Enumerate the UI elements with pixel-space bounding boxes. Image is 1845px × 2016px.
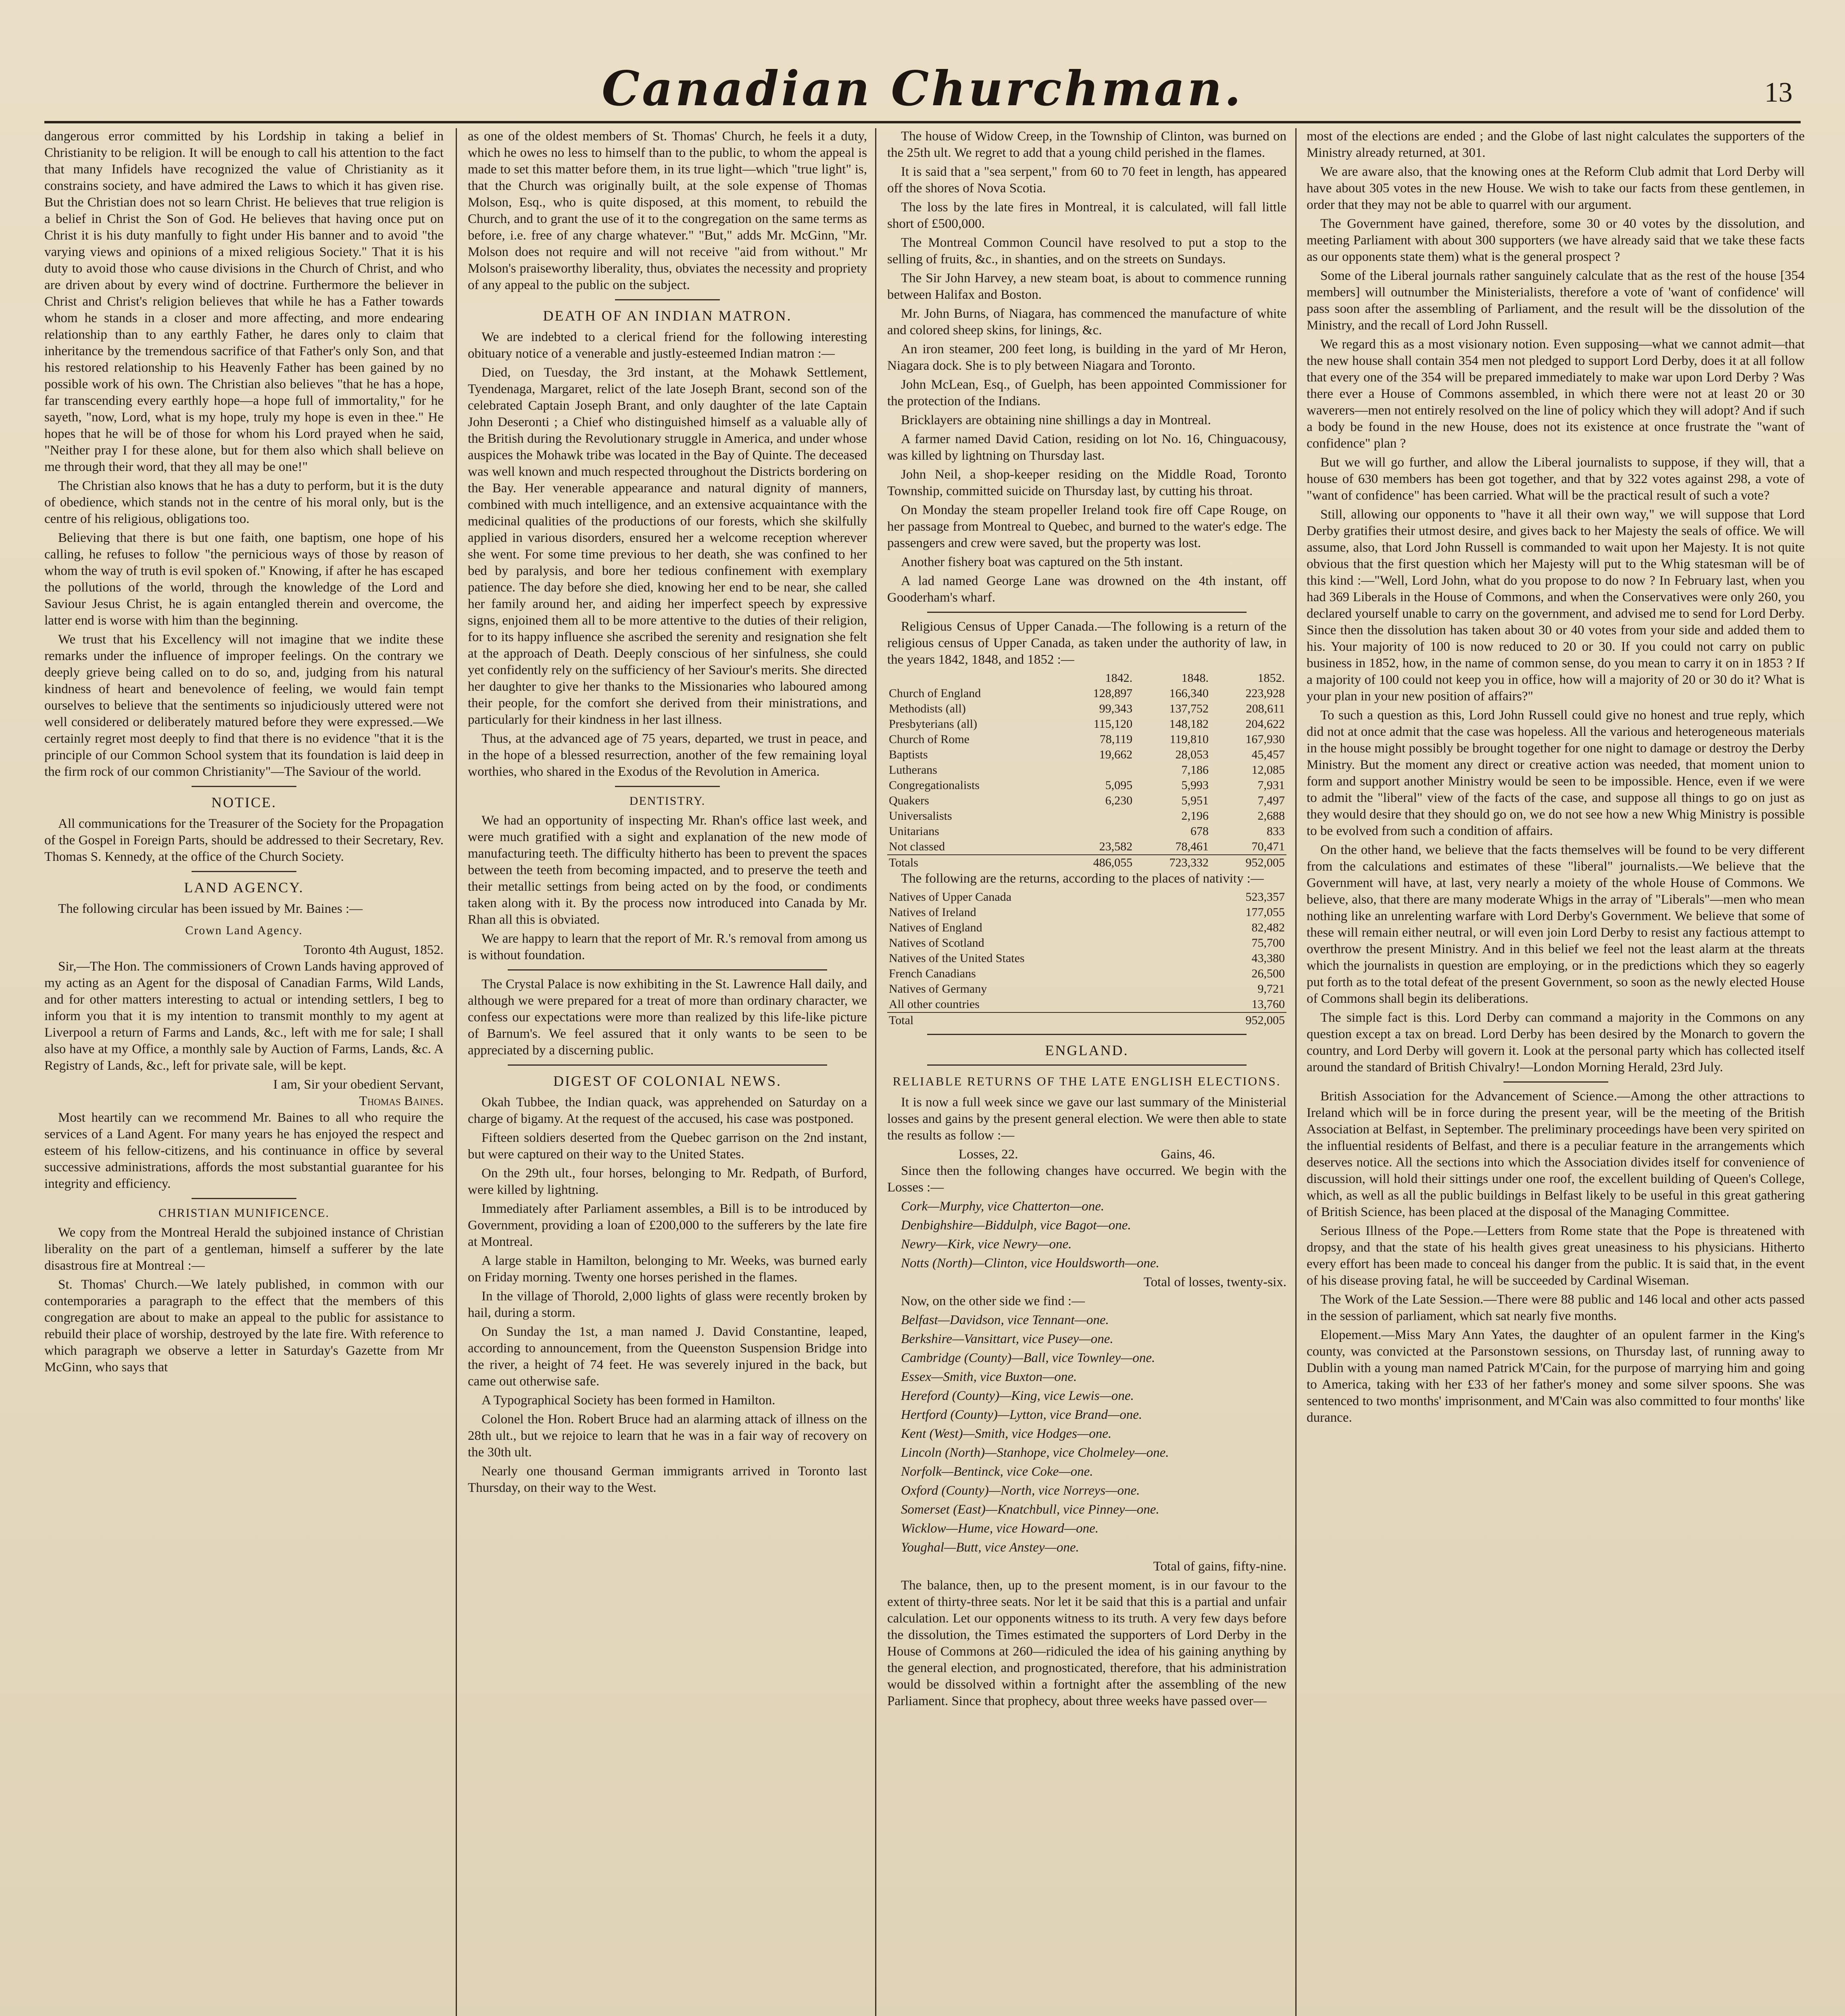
article-paragraph: To such a question as this, Lord John Russell could give no honest and true reply, which did not at once admit that the case was hopeless. All the various and heterogeneous materials in the house might possibly be brought together for one night to damage or destroy the Derby Ministry. But the moment any direct or creative action was needed, that moment union to form and support another Ministry would be seen to be impossible. Hence, even if we were to admit the "liberal" view of the facts of the case, and suppose all things to go on just as they would desire that they should go on, we do not see how a new Whig Ministry is possible to be evolved from such a condition of affairs. [1307, 708, 1805, 838]
news-item: The Montreal Common Council have resolved to put a stop to the selling of fruits, &c., in shanties, and on the streets on Sundays. [887, 235, 1286, 267]
news-item: An iron steamer, 200 feet long, is building in the yard of Mr Heron, Niagara dock. She is to ply between Niagara and Toronto. [887, 342, 1286, 373]
table-cell: 19,662 [1099, 748, 1133, 761]
census-intro: Religious Census of Upper Canada.—The following is a return of the religious census of Upper Canada, as taken under the authority of law, in the years 1842, 1848, and 1852 :— [887, 619, 1286, 667]
news-item: A large stable in Hamilton, belonging to Mr. Weeks, was burned early on Friday morning. Twenty one horses perished in the flames. [468, 1254, 867, 1285]
news-item: John McLean, Esq., of Guelph, has been appointed Commissioner for the protection of the Indians. [887, 377, 1286, 408]
table-cell: 7,186 [1181, 763, 1209, 777]
article-paragraph: We are happy to learn that the report of Mr. R.'s removal from among us is without foundation. [468, 931, 867, 962]
table-cell: 78,461 [1175, 840, 1209, 853]
divider [927, 1034, 1247, 1035]
list-item: Berkshire—Vansittart, vice Pusey—one. [901, 1332, 1113, 1346]
divider [927, 612, 1247, 613]
article-paragraph: We trust that his Excellency will not imagine that we indite these remarks under the influence of improper feelings. On the contrary we deeply grieve being called on to do so, and, judging from his natural kindness of heart and benevolence of feeling, we would fain tempt ourselves to believe that the sentiments so injudiciously uttered were not well considered or deliberately matured before they were expressed.—We certainly regret most deeply to find that there is no evidence "that it is the principle of our Common School system that its foundation is laid deep in the firm rock of our common Christianity"—The Saviour of the world. [44, 632, 444, 779]
list-total: Total of gains, fifty-nine. [1153, 1559, 1286, 1574]
table-row [887, 701, 1286, 716]
list-item: Somerset (East)—Knatchbull, vice Pinney—one. [901, 1502, 1159, 1517]
table-cell: 5,095 [1105, 779, 1133, 792]
list-item: Hereford (County)—King, vice Lewis—one. [901, 1389, 1134, 1403]
losses-gains-row [887, 1146, 1286, 1163]
table-cell: 7,931 [1257, 779, 1285, 792]
table-cell: Presbyterians (all) [889, 717, 978, 731]
list-item: Essex—Smith, vice Buxton—one. [901, 1370, 1077, 1384]
masthead [0, 60, 1845, 117]
nativity-table [887, 889, 1286, 1028]
table-cell: 137,752 [1169, 702, 1209, 715]
article-paragraph: Believing that there is but one faith, one baptism, one hope of his calling, he refuses to follow "the pernicious ways of those by reason of whom the way of truth is evil spoken of." Knowing, if after he has escaped the pollutions of the world, through the knowledge of the Lord and Saviour Jesus Christ, he is again entangled therein and overcome, the latter end is worse with him than the beginning. [44, 531, 444, 628]
table-cell: 523,357 [1245, 890, 1285, 904]
table-cell: 119,810 [1170, 733, 1209, 746]
article-paragraph: The balance, then, up to the present moment, is in our favour to the extent of thirty-three seats. Nor let it be said that this is a partial and unfair calculation. Let our opponents witness to its truth. A very few days before the dissolution, the Times estimated the supporters of Lord Derby in the House of Commons at 260—ridiculed the idea of his gaining anything by the general election, and prognosticated, therefore, that his administration would be dissolved within a fortnight after the assembling of the new Parliament. Since that prophecy, about three weeks have passed over— [887, 1578, 1286, 1708]
divider [615, 786, 720, 787]
table-cell: 6,230 [1105, 794, 1133, 807]
table-header-row [887, 671, 1286, 686]
news-item: A Typographical Society has been formed in Hamilton. [482, 1393, 776, 1408]
table-cell: 723,332 [1134, 855, 1210, 871]
divider [192, 871, 296, 872]
article-paragraph: We are indebted to a clerical friend for the following interesting obituary notice of a venerable and justly-esteemed Indian matron :— [468, 330, 867, 361]
table-cell: 223,928 [1245, 687, 1285, 700]
table-total-row [887, 855, 1286, 871]
notice-text: All communications for the Treasurer of the Society for the Propagation of the Gospel in Foreign Parts, should be addressed to their Secretary, Rev. Thomas S. Kennedy, at the office of the Church Society. [44, 816, 444, 864]
table-cell: 177,055 [1245, 906, 1285, 919]
news-item: In the village of Thorold, 2,000 lights of glass were recently broken by hail, during a storm. [468, 1289, 867, 1320]
news-item: Colonel the Hon. Robert Bruce had an alarming attack of illness on the 28th ult., but we rejoice to learn that he was in a fair way of recovery on the 30th ult. [468, 1412, 867, 1460]
news-item: Elopement.—Miss Mary Ann Yates, the daughter of an opulent farmer in the King's county, was convicted at the Parsonstown sessions, on Thursday last, of running away to Dublin with a young man named Patrick M'Cain, for the purpose of marrying him and going to America, taking with her £33 of her father's money and some silver spoons. She was sentenced to two months' imprisonment, and M'Cain was also committed to four months' like durance. [1307, 1328, 1805, 1425]
table-cell [1058, 762, 1134, 778]
list-item: Notts (North)—Clinton, vice Houldsworth—one. [901, 1256, 1159, 1270]
table-cell: Baptists [889, 748, 928, 761]
notice-heading: NOTICE. [211, 794, 277, 810]
list-item: Belfast—Davidson, vice Tennant—one. [901, 1313, 1109, 1327]
table-cell: Church of England [889, 687, 981, 700]
news-item: It is said that a "sea serpent," from 60 to 70 feet in length, has appeared off the shores of Nova Scotia. [887, 165, 1286, 196]
table-cell: All other countries [889, 998, 980, 1011]
table-cell: French Canadians [889, 967, 976, 980]
divider [615, 299, 720, 300]
table-row [887, 778, 1286, 793]
divider [927, 1064, 1247, 1066]
table-cell: Natives of Upper Canada [889, 890, 1012, 904]
table-cell [1058, 824, 1134, 839]
masthead-rule [44, 121, 1801, 123]
list-total: Total of losses, twenty-six. [1143, 1275, 1286, 1289]
table-cell: 2,196 [1181, 809, 1209, 823]
table-cell: 28,053 [1175, 748, 1209, 761]
table-cell: 486,055 [1058, 855, 1134, 871]
list-item: Youghal—Butt, vice Anstey—one. [901, 1540, 1079, 1555]
article-paragraph: Thus, at the advanced age of 75 years, departed, we trust in peace, and in the hope of a blessed resurrection, another of the few remaining loyal worthies, who shared in the Exodus of the Revolution in America. [468, 731, 867, 779]
article-paragraph: The Crystal Palace is now exhibiting in the St. Lawrence Hall daily, and although we were prepared for a treat of more than ordinary character, we confess our expectations were more than realized by this life-like picture of Barnum's. We feel assured that it only wants to be seen to be appreciated by a discerning public. [468, 977, 867, 1058]
list-item: Cork—Murphy, vice Chatterton—one. [901, 1199, 1105, 1214]
list-item: Lincoln (North)—Stanhope, vice Cholmeley—one. [901, 1445, 1169, 1460]
list-item: Wicklow—Hume, vice Howard—one. [901, 1521, 1099, 1536]
table-row [887, 732, 1286, 747]
elections-heading: RELIABLE RETURNS OF THE LATE ENGLISH ELECTIONS. [892, 1074, 1281, 1088]
england-heading: ENGLAND. [1045, 1042, 1129, 1058]
land-agency-subheading: Crown Land Agency. [185, 924, 303, 937]
table-cell: Universalists [889, 809, 952, 823]
letter-date: Toronto 4th August, 1852. [304, 943, 444, 957]
news-item: John Neil, a shop-keeper residing on the Middle Road, Toronto Township, committed suicide on Thursday last, by cutting his throat. [887, 467, 1286, 498]
article-paragraph: dangerous error committed by his Lordship in taking a belief in Christianity to be religion. It will be enough to call his attention to the fact that many Infidels have recognized the value of Christianity as it constrains society, and have admired the Laws to which it has given rise. But the Christian does not so learn Christ. He believes that true religion is a belief in Christ the Son of God. He believes that having once put on Christ it is his duty manfully to fight under His banner and to avoid "the varying views and opinions of a mixed religious Society." That it is his duty to avoid those who cause divisions in the Church of Christ, and who are driven about by every wind of doctrine. Furthermore the believer in Christ and Christ's religion believes that while he has a Father towards whom he stands in a closer and more affecting, and more endearing relationship than to any earthly Father, he dares only to claim that inheritance by the tremendous sacrifice of that Father's only Son, and that his restored relationship to his Heavenly Father has been gained by no possible work of his own. The Christian also believes "that he has a hope, far transcending every earthly hope—a hope full of immortality," for he sayeth, "now, Lord, what is my hope, truly my hope is even in thee." He hopes that he will be of those for whom his Lord prayed when he said, "Neither pray I for these alone, but for them also which shall believe on me through their word, that they all may be one!" [44, 129, 444, 474]
article-paragraph: most of the elections are ended ; and the Globe of last night calculates the supporters of the Ministry already returned, at 301. [1307, 129, 1805, 160]
table-cell: Not classed [889, 840, 945, 853]
table-total-row [887, 1012, 1286, 1028]
news-item: Bricklayers are obtaining nine shillings a day in Montreal. [901, 413, 1211, 427]
article-paragraph: Since then the following changes have occurred. We begin with the Losses :— [887, 1164, 1286, 1195]
list-item: Kent (West)—Smith, vice Hodges—one. [901, 1427, 1112, 1441]
table-cell: Church of Rome [889, 733, 969, 746]
news-item: A farmer named David Cation, residing on lot No. 16, Chinguacousy, was killed by lightning on Thursday last. [887, 432, 1286, 463]
column-1 [44, 128, 444, 1378]
news-item: Serious Illness of the Pope.—Letters from Rome state that the Pope is threatened with dropsy, and that the state of his health gives great uneasiness to his physicians. Hitherto every effort has been made to conceal his danger from the public. It is said that, in the event of his disease proving fatal, he will be succeeded by Cardinal Wiseman. [1307, 1224, 1805, 1288]
losses-count: Losses, 22. [958, 1147, 1018, 1162]
table-row [887, 808, 1286, 824]
table-cell: 43,380 [1251, 952, 1285, 965]
news-item: The Sir John Harvey, a new steam boat, is about to commence running between Halifax and Boston. [887, 271, 1286, 302]
article-paragraph: We had an opportunity of inspecting Mr. Rhan's office last week, and were much gratified with a sight and explanation of the new mode of manufacturing teeth. The difficulty hitherto has been to prevent the spaces between the teeth from becoming impacted, and to preserve the teeth and their metallic settings from being acted on by the food, or condiments taken along with it. By the process now introduced into Canada by Mr. Rhan all this is obviated. [468, 813, 867, 927]
table-cell: 5,993 [1181, 779, 1209, 792]
table-cell: Congregationalists [889, 779, 980, 792]
table-row [887, 747, 1286, 762]
table-cell: 75,700 [1251, 936, 1285, 950]
table-cell: Natives of Germany [889, 982, 987, 996]
table-cell: Totals [887, 855, 1058, 871]
table-cell: Natives of Scotland [889, 936, 984, 950]
article-paragraph: Most heartily can we recommend Mr. Baines to all who require the services of a Land Agent. For many years he has enjoyed the respect and esteem of his fellow-citizens, and his continuance in office by several successive administrations, affords the most substantial guarantee for his integrity and efficiency. [44, 1110, 444, 1191]
news-item: Mr. John Burns, of Niagara, has commenced the manufacture of white and colored sheep skins, for linings, &c. [887, 306, 1286, 337]
table-cell: Total [887, 1012, 1193, 1028]
table-cell: 952,005 [1193, 1012, 1286, 1028]
table-cell: 5,951 [1181, 794, 1209, 807]
letter-body: Sir,—The Hon. The commissioners of Crown Lands having approved of my acting as an Agent for the disposal of Canadian Farms, Wild Lands, and for other matters interesting to actual or intending settlers, I beg to inform you that it is my intention to transmit monthly to my agent at Liverpool a return of Farms and Lands, &c., left with me for sale; I shall also have at my Office, a monthly sale by Auction of Farms, Lands, &c. A Registry of Lands, &c., left for private sale, will be kept. [44, 959, 444, 1073]
table-cell: 204,622 [1245, 717, 1285, 731]
table-row [887, 997, 1286, 1012]
table-cell: Natives of England [889, 921, 982, 934]
table-header-cell: 1852. [1257, 671, 1285, 685]
news-item: A lad named George Lane was drowned on the 4th instant, off Gooderham's wharf. [887, 574, 1286, 605]
article-paragraph: The Government have gained, therefore, some 30 or 40 votes by the dissolution, and meeting Parliament with about 300 supporters (we have already said that we take these facts as our opponents state them) what is the general prospect ? [1307, 217, 1805, 264]
table-row [887, 889, 1286, 905]
table-cell: 128,897 [1093, 687, 1133, 700]
table-cell: 166,340 [1169, 687, 1209, 700]
table-cell [1058, 808, 1134, 824]
table-cell: 148,182 [1169, 717, 1209, 731]
column-divider [456, 128, 457, 2016]
column-4 [1307, 128, 1805, 1429]
list-item: Cambridge (County)—Ball, vice Townley—one. [901, 1351, 1155, 1365]
table-cell: 70,471 [1251, 840, 1285, 853]
list-item: Denbighshire—Biddulph, vice Bagot—one. [901, 1218, 1131, 1233]
article-paragraph: The simple fact is this. Lord Derby can command a majority in the Commons on any question except a tax on bread. Lord Derby has been desired by the Monarch to govern the country, and Lord Derby will govern it. Look at the personal party which has collected itself around the standard of British Chivalry!—London Morning Herald, 23rd July. [1307, 1010, 1805, 1075]
list-item: Hertford (County)—Lytton, vice Brand—one. [901, 1408, 1142, 1422]
article-paragraph: Died, on Tuesday, the 3rd instant, at the Mohawk Settlement, Tyendenaga, Margaret, relict of the late Joseph Brant, second son of the celebrated Captain Joseph Brant, and only daughter of the late Captain John Deseronti ; a Chief who distinguished himself as a valuable ally of the British during the Revolutionary struggle in America, and under whose auspices the Mohawk tribe was located in the Bay of Quinte. The deceased was well known and much respected throughout the Districts bordering on the Bay. Her venerable appearance and natural dignity of manners, combined with much intelligence, and an extensive acquaintance with the medicinal qualities of the productions of our forests, which she skilfully applied in various disorders, ensured her a welcome reception wherever she went. For some time previous to her death, she was confined to her bed by paralysis, and bore her tedious confinement with exemplary patience. The day before she died, knowing her end to be near, she called her family around her, and aiding her imperfect speech by expressive signs, enjoined them all to be more attentive to the duties of their religion, for to its happy influence she ascribed the serenity and resignation she felt at the approach of Death. Deeply conscious of her sinfulness, she could yet confidently rely on the sufficiency of her Saviour's merits. She directed her daughter to give her thanks to the Missionaries who laboured among their people, for the comfort she derived from their ministrations, and particularly for their kindness in her last illness. [468, 365, 867, 727]
table-cell: 99,343 [1099, 702, 1133, 715]
table-cell: 9,721 [1257, 982, 1285, 996]
article-paragraph: as one of the oldest members of St. Thomas' Church, he feels it a duty, which he owes no less to himself than to the public, to whom the appeal is made to set this matter before them, in its true light—which "true light" is, that the Church was originally built, at the sole expense of Thomas Molson, Esq., who is quite disposed, at this moment, to rebuild the Church, and to grant the use of it to the congregation on the same terms as before, i.e. free of any charge whatever." "But," adds Mr. McGinn, "Mr. Molson does not require and will not receive "aid from without." Mr Molson's praiseworthy liberality, thus, obviates the necessity and propriety of any appeal to the public on the subject. [468, 129, 867, 292]
table-row [887, 824, 1286, 839]
table-row [887, 839, 1286, 855]
news-item: British Association for the Advancement of Science.—Among the other attractions to Ireland which will be in force during the present year, will be the meeting of the British Association at Belfast, in September. The preliminary proceedings have been very spirited on the influential residents of Belfast, and there is a peculiar feature in the arrangements which deserves notice. All the sections into which the Association divides itself for convenience of discussion, will hold their sittings under one roof, the excellent building of Queen's College, which, as well as all the public buildings in Belfast likely to be useful in this great gathering of British Science, has been placed at the disposal of the Managing Committee. [1307, 1089, 1805, 1219]
table-cell: 115,120 [1093, 717, 1133, 731]
divider [508, 1064, 827, 1066]
table-row [887, 981, 1286, 997]
table-cell: 45,457 [1251, 748, 1285, 761]
nativity-intro: The following are the returns, according to the places of nativity :— [901, 871, 1264, 886]
article-paragraph: St. Thomas' Church.—We lately published, in common with our contemporaries a paragraph to the effect that the members of this congregation are about to make an appeal to the public for assistance to rebuild their place of worship, destroyed by the late fire. With reference to which paragraph we observe a letter in Saturday's Gazette from Mr McGinn, who says that [44, 1277, 444, 1375]
munificence-heading: CHRISTIAN MUNIFICENCE. [158, 1206, 329, 1220]
article-paragraph: We are aware also, that the knowing ones at the Reform Club admit that Lord Derby will have about 305 votes in the new House. We wish to take our facts from these gentlemen, in order that they may not be able to quarrel with our argument. [1307, 165, 1805, 212]
table-row [887, 793, 1286, 808]
table-row [887, 762, 1286, 778]
land-agency-heading: LAND AGENCY. [184, 879, 304, 896]
table-row [887, 935, 1286, 951]
table-cell: 13,760 [1251, 998, 1285, 1011]
news-item: The loss by the late fires in Montreal, it is calculated, will fall little short of £500,000. [887, 200, 1286, 231]
dentistry-heading: DENTISTRY. [629, 794, 706, 808]
table-cell: Unitarians [889, 825, 939, 838]
table-row [887, 920, 1286, 935]
news-item: On Monday the steam propeller Ireland took fire off Cape Rouge, on her passage from Montreal to Quebec, and burned to the water's edge. The passengers and crew were saved, but the property was lost. [887, 503, 1286, 550]
divider [508, 969, 827, 971]
news-item: The house of Widow Creep, in the Township of Clinton, was burned on the 25th ult. We regret to add that a young child perished in the flames. [887, 129, 1286, 160]
table-cell: 7,497 [1257, 794, 1285, 807]
table-cell: 952,005 [1210, 855, 1286, 871]
table-cell: 82,482 [1251, 921, 1285, 934]
letter-close: I am, Sir your obedient Servant, [273, 1077, 444, 1092]
article-paragraph: We copy from the Montreal Herald the subjoined instance of Christian liberality on the part of a gentleman, himself a sufferer by the late disastrous fire at Montreal :— [44, 1225, 444, 1273]
news-item: On Sunday the 1st, a man named J. David Constantine, leaped, according to announcement, from the Queenston Suspension Bridge into the river, a height of 74 feet. He was severely injured in the back, but came out otherwise safe. [468, 1325, 867, 1389]
news-item: Fifteen soldiers deserted from the Quebec garrison on the 2nd instant, but were captured on their way to the United States. [468, 1131, 867, 1162]
table-cell: 678 [1190, 825, 1209, 838]
news-item: The Work of the Late Session.—There were 88 public and 146 local and other acts passed in the session of parliament, which sat nearly five months. [1307, 1292, 1805, 1323]
list-item: Oxford (County)—North, vice Norreys—one. [901, 1483, 1140, 1498]
table-cell: 833 [1267, 825, 1285, 838]
column-2 [468, 128, 867, 1499]
table-cell: 2,688 [1257, 809, 1285, 823]
table-cell: 208,611 [1246, 702, 1285, 715]
table-cell: 26,500 [1251, 967, 1285, 980]
table-cell: 78,119 [1099, 733, 1133, 746]
table-cell: Methodists (all) [889, 702, 966, 715]
list-item: Norfolk—Bentinck, vice Coke—one. [901, 1464, 1093, 1479]
news-item: Nearly one thousand German immigrants arrived in Toronto last Thursday, on their way to the West. [468, 1464, 867, 1495]
article-paragraph: Now, on the other side we find :— [901, 1294, 1085, 1308]
table-cell: Quakers [889, 794, 929, 807]
article-paragraph: The Christian also knows that he has a duty to perform, but it is the duty of obedience, which stands not in the centre of his moral only, but is the centre of his religious, obligations too. [44, 479, 444, 526]
obituary-heading: DEATH OF AN INDIAN MATRON. [543, 308, 792, 324]
news-item: Another fishery boat was captured on the 5th instant. [901, 555, 1183, 569]
column-divider [875, 128, 876, 2016]
article-paragraph: On the other hand, we believe that the facts themselves will be found to be very different from the calculations and estimates of these "liberal" journalists.—We believe that the Government will have, at last, very nearly a moiety of the whole House of Commons. We believe, also, that there are many moderate Whigs in the array of "Liberals"—men who mean nothing like an unrelenting warfare with Lord Derby's Government. We believe that some of these will remain either neutral, or will even join Lord Derby to resist any factious attempt to overthrow the present Ministry. And in this belief we feel not the least alarm at the threats which the journalists in question are employing, or in the predictions which they so eagerly put forth as to the total defeat of the present Government, so soon as the newly elected House of Commons shall begin its deliberations. [1307, 843, 1805, 1006]
article-paragraph: We regard this as a most visionary notion. Even supposing—what we cannot admit—that the new house shall contain 354 men not pledged to support Lord Derby, does it at all follow that every one of the 354 will be prepared immediately to make war upon Lord Derby ? Was there ever a House of Commons assembled, in which there were not at least 20 or 30 waverers—men not entirely resolved on the line of policy which they will adopt? And if such a body be found in the new House, does not its existence at once frustrate the "want of confidence" plan ? [1307, 337, 1805, 451]
table-header-cell: 1842. [1105, 671, 1133, 685]
news-item: Okah Tubbee, the Indian quack, was apprehended on Saturday on a charge of bigamy. At the request of the accused, his case was postponed. [468, 1095, 867, 1126]
table-cell: 167,930 [1245, 733, 1285, 746]
page-number: 13 [1764, 77, 1793, 108]
news-item: On the 29th ult., four horses, belonging to Mr. Redpath, of Burford, were killed by lightning. [468, 1166, 867, 1197]
table-cell: Natives of the United States [889, 952, 1025, 965]
news-item: Immediately after Parliament assembles, a Bill is to be introduced by Government, providing a loan of £200,000 to the sufferers by the late fire at Montreal. [468, 1202, 867, 1249]
gains-count: Gains, 46. [1161, 1147, 1215, 1162]
table-row [887, 966, 1286, 981]
article-paragraph: Still, allowing our opponents to "have it all their own way," we will suppose that Lord Derby gratifies their utmost desire, and gives back to her Majesty the seals of office. We will assume, also, that Lord John Russell is commanded to wait upon her Majesty. It is not quite obvious that the first question which her Majesty will put to the Whig statesman will be of this kind :—"Well, Lord John, what do you propose to do now ? In February last, when you had 369 Liberals in the House of Commons, and when the Conservatives were only 260, you declared yourself unable to carry on the government, and advised me to send for Lord Derby. Since then the dissolution has taken about 30 or 40 votes from your side and added them to his. Your majority of 100 is now reduced to 20 or 30. If you could not carry on public business in 1852, how, in the name of common sense, do you mean to carry it on in 1853 ? If a majority of 100 could not keep you in office, how will a majority of 20 or 30 do it? What is your plan in your new position of affairs?" [1307, 507, 1805, 704]
divider [192, 1198, 296, 1199]
article-paragraph: But we will go further, and allow the Liberal journalists to suppose, if they will, that a house of 630 members has been got together, and that by 322 votes against 298, a vote of "want of confidence" has been carried. What will be the practical result of such a vote? [1307, 455, 1805, 503]
census-table [887, 671, 1286, 871]
article-paragraph: Some of the Liberal journals rather sanguinely calculate that as the rest of the house [354 members] will outnumber the Ministerialists, therefore a vote of 'want of confidence' will pass soon after the assembling of Parliament, and the result will be the dissolution of the Ministry, and the recall of Lord John Russell. [1307, 269, 1805, 333]
table-cell: Natives of Ireland [889, 906, 976, 919]
table-cell: 23,582 [1099, 840, 1133, 853]
letter-signature: Thomas Baines. [359, 1094, 444, 1108]
land-agency-intro: The following circular has been issued by Mr. Baines :— [58, 902, 363, 916]
table-row [887, 905, 1286, 920]
table-header-cell: 1848. [1181, 671, 1209, 685]
table-row [887, 716, 1286, 732]
column-divider [1295, 128, 1297, 2016]
table-cell: Lutherans [889, 763, 937, 777]
article-paragraph: It is now a full week since we gave our last summary of the Ministerial losses and gains by the present general election. We were then able to state the results as follow :— [887, 1095, 1286, 1143]
table-row [887, 951, 1286, 966]
table-cell: 12,085 [1251, 763, 1285, 777]
divider [192, 786, 296, 787]
table-row [887, 686, 1286, 701]
list-item: Newry—Kirk, vice Newry—one. [901, 1237, 1072, 1252]
digest-heading: DIGEST OF COLONIAL NEWS. [553, 1073, 782, 1089]
column-3 [887, 128, 1286, 1712]
divider [1503, 1081, 1608, 1083]
masthead-title: Canadian Churchman. [602, 60, 1243, 117]
